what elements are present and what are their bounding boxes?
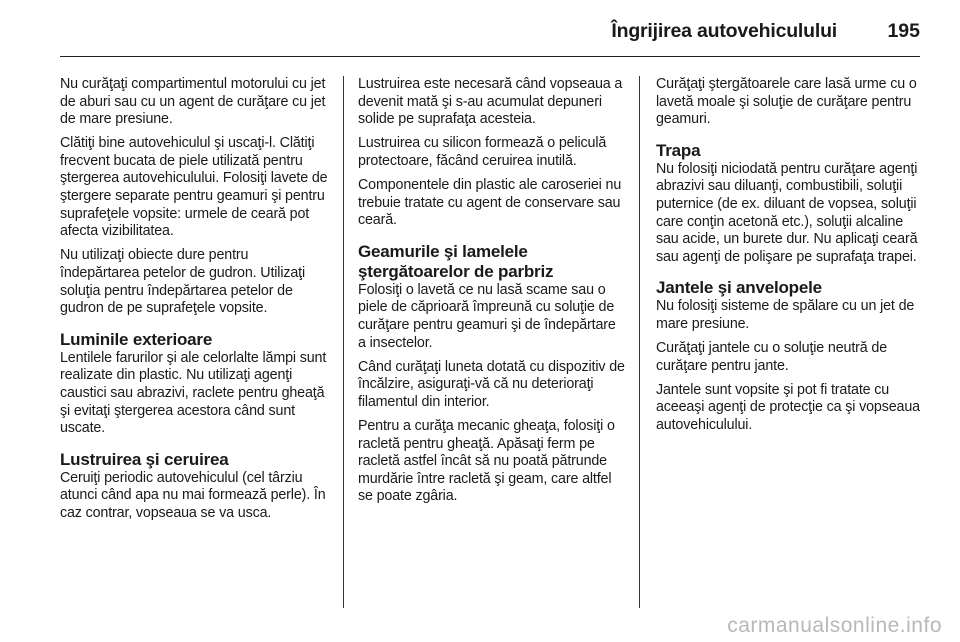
page-header xyxy=(0,0,960,56)
section-heading: Jantele şi anvelopele xyxy=(656,278,822,298)
paragraph: Curăţaţi jantele cu o soluţie neutră de curăţare pentru jante. xyxy=(656,340,887,374)
chapter-title: Îngrijirea autovehiculului xyxy=(611,20,837,42)
paragraph: Când curăţaţi luneta dotată cu dispozitiv de încălzire, asiguraţi-vă că nu deterioraţi filamentul din interior. xyxy=(358,358,625,410)
text-column-2 xyxy=(358,76,626,512)
header-divider xyxy=(60,56,920,57)
section-heading: Trapa xyxy=(656,140,701,160)
paragraph: Nu folosiţi niciodată pentru curăţare agenţi abrazivi sau diluanţi, combustibili, soluţii puternice (de ex. diluant de vopsea, soluţii care conţin acetonă etc.), soluţii alcaline sau acide, un burete dur. Nu aplicaţi ceară sau agenţi de polişare pe suprafaţa trapei. xyxy=(656,160,918,265)
paragraph: Folosiţi o lavetă ce nu lasă scame sau o piele de căprioară împreună cu soluţie de curăţare pentru geamuri şi de îndepărtare a insectelor. xyxy=(358,281,616,351)
paragraph: Nu utilizaţi obiecte dure pentru îndepărtarea petelor de gudron. Utilizaţi soluţia pentru îndepărtarea petelor de gudron de pe suprafeţele vopsite. xyxy=(60,247,305,317)
paragraph: Componentele din plastic ale caroseriei nu trebuie tratate cu agent de conservare sau ceară. xyxy=(358,176,622,229)
paragraph: Ceruiţi periodic autovehiculul (cel târziu atunci când apa nu mai formează perle). În caz contrar, vopseaua se va usca. xyxy=(60,469,326,521)
text-column-3 xyxy=(656,76,924,441)
paragraph: Pentru a curăţa mecanic gheaţa, folosiţi o racletă pentru gheaţă. Apăsaţi ferm pe racletă astfel încât să nu poată pătrunde murdărie între racletă şi geam, care altfel se poate zgâria. xyxy=(358,417,615,505)
section-heading: Geamurile şi lamelele ştergătoarelor de parbriz xyxy=(358,241,554,281)
paragraph: Lustruirea cu silicon formează o peliculă protectoare, făcând ceruirea inutilă. xyxy=(358,135,607,169)
text-column-1 xyxy=(60,76,328,529)
column-divider-1 xyxy=(343,76,344,608)
paragraph: Lentilele farurilor şi ale celorlalte lămpi sunt realizate din plastic. Nu utilizaţi agenţi caustici sau abrazivi, raclete pentru gheaţă şi evitaţi ştergerea acestora când sunt uscate. xyxy=(60,349,327,437)
paragraph: Lustruirea este necesară când vopseaua a devenit mată şi s-au acumulat depuneri solide pe suprafaţa acesteia. xyxy=(358,76,623,128)
section-heading: Luminile exterioare xyxy=(60,329,213,349)
paragraph: Clătiţi bine autovehiculul şi uscaţi-l. Clătiţi frecvent bucata de piele utilizată pentru ştergerea autovehiculului. Folosiţi lavete de ştergere separate pentru geamuri şi pentru suprafeţele vopsite: urmele de ceară pot afecta vizibilitatea. xyxy=(60,135,328,240)
page-number: 195 xyxy=(887,20,920,42)
paragraph: Nu curăţaţi compartimentul motorului cu jet de aburi sau cu un agent de curăţare cu jet de mare presiune. xyxy=(60,76,326,128)
paragraph: Nu folosiţi sisteme de spălare cu un jet de mare presiune. xyxy=(656,298,915,332)
section-heading: Lustruirea şi ceruirea xyxy=(60,449,229,469)
paragraph: Curăţaţi ştergătoarele care lasă urme cu o lavetă moale şi soluţie de curăţare pentru geamuri. xyxy=(656,76,917,128)
paragraph: Jantele sunt vopsite şi pot fi tratate cu aceeaşi agenţi de protecţie ca şi vopseaua autovehiculului. xyxy=(656,381,920,433)
column-divider-2 xyxy=(639,76,640,608)
watermark: carmanualsonline.info xyxy=(727,614,942,637)
